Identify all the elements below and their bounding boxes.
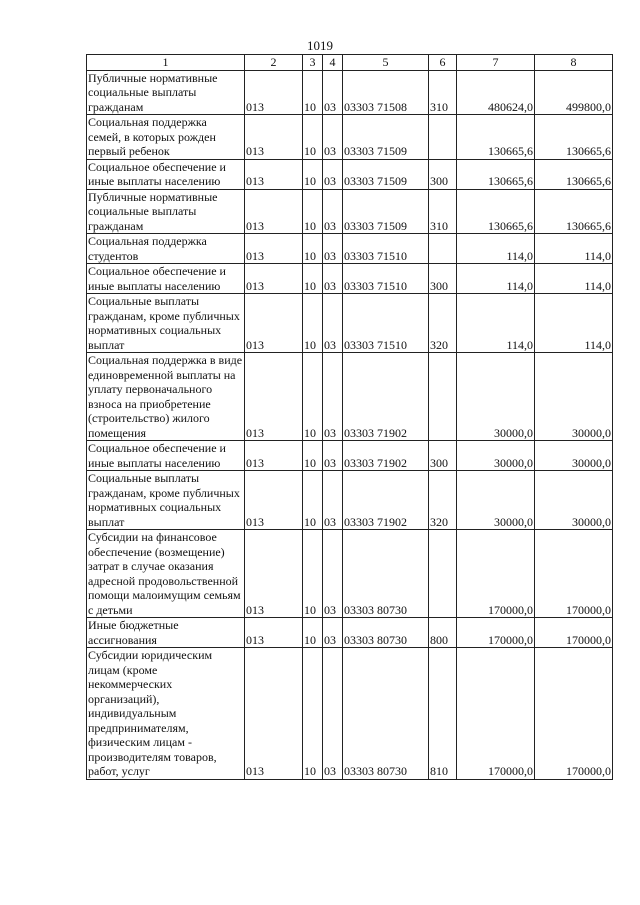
target-article-cell: 03303 80730 bbox=[343, 530, 429, 618]
section-cell: 10 bbox=[303, 294, 323, 353]
expense-type-cell: 300 bbox=[429, 159, 457, 189]
budget-table bbox=[86, 54, 613, 780]
expense-type-cell: 320 bbox=[429, 294, 457, 353]
table-row bbox=[87, 530, 613, 618]
subsection-cell: 03 bbox=[323, 530, 343, 618]
amount-year1-cell: 114,0 bbox=[457, 294, 535, 353]
amount-year2-cell: 499800,0 bbox=[535, 70, 613, 115]
expense-type-cell: 300 bbox=[429, 441, 457, 471]
table-row bbox=[87, 115, 613, 160]
amount-year1-cell: 480624,0 bbox=[457, 70, 535, 115]
target-article-cell: 03303 71902 bbox=[343, 441, 429, 471]
table-row bbox=[87, 70, 613, 115]
column-header: 3 bbox=[303, 55, 323, 71]
expense-type-cell: 320 bbox=[429, 471, 457, 530]
section-cell: 10 bbox=[303, 353, 323, 441]
section-cell: 10 bbox=[303, 234, 323, 264]
expense-type-cell bbox=[429, 115, 457, 160]
row-name-cell: Публичные нормативные социальные выплаты гражданам bbox=[87, 189, 245, 234]
amount-year2-cell: 130665,6 bbox=[535, 159, 613, 189]
amount-year2-cell: 170000,0 bbox=[535, 530, 613, 618]
amount-year2-cell: 114,0 bbox=[535, 234, 613, 264]
amount-year2-cell: 170000,0 bbox=[535, 618, 613, 648]
row-name-cell: Социальные выплаты гражданам, кроме публичных нормативных социальных выплат bbox=[87, 471, 245, 530]
subsection-cell: 03 bbox=[323, 648, 343, 780]
table-row bbox=[87, 189, 613, 234]
subsection-cell: 03 bbox=[323, 264, 343, 294]
subsection-cell: 03 bbox=[323, 441, 343, 471]
amount-year2-cell: 130665,6 bbox=[535, 189, 613, 234]
expense-type-cell bbox=[429, 353, 457, 441]
ministry-code-cell: 013 bbox=[245, 264, 303, 294]
page-number: 1019 bbox=[307, 38, 333, 53]
amount-year1-cell: 114,0 bbox=[457, 264, 535, 294]
expense-type-cell: 310 bbox=[429, 70, 457, 115]
ministry-code-cell: 013 bbox=[245, 234, 303, 264]
target-article-cell: 03303 80730 bbox=[343, 648, 429, 780]
target-article-cell: 03303 71509 bbox=[343, 189, 429, 234]
ministry-code-cell: 013 bbox=[245, 648, 303, 780]
ministry-code-cell: 013 bbox=[245, 471, 303, 530]
subsection-cell: 03 bbox=[323, 353, 343, 441]
subsection-cell: 03 bbox=[323, 159, 343, 189]
ministry-code-cell: 013 bbox=[245, 294, 303, 353]
row-name-cell: Социальное обеспечение и иные выплаты населению bbox=[87, 159, 245, 189]
table-body bbox=[87, 70, 613, 779]
target-article-cell: 03303 80730 bbox=[343, 618, 429, 648]
amount-year1-cell: 114,0 bbox=[457, 234, 535, 264]
target-article-cell: 03303 71510 bbox=[343, 234, 429, 264]
target-article-cell: 03303 71902 bbox=[343, 471, 429, 530]
column-header: 7 bbox=[457, 55, 535, 71]
ministry-code-cell: 013 bbox=[245, 159, 303, 189]
section-cell: 10 bbox=[303, 159, 323, 189]
table-row bbox=[87, 648, 613, 780]
ministry-code-cell: 013 bbox=[245, 115, 303, 160]
section-cell: 10 bbox=[303, 189, 323, 234]
target-article-cell: 03303 71510 bbox=[343, 264, 429, 294]
row-name-cell: Социальные выплаты гражданам, кроме публичных нормативных социальных выплат bbox=[87, 294, 245, 353]
row-name-cell: Социальное обеспечение и иные выплаты населению bbox=[87, 264, 245, 294]
target-article-cell: 03303 71508 bbox=[343, 70, 429, 115]
amount-year1-cell: 30000,0 bbox=[457, 441, 535, 471]
amount-year2-cell: 114,0 bbox=[535, 264, 613, 294]
amount-year2-cell: 170000,0 bbox=[535, 648, 613, 780]
column-header: 2 bbox=[245, 55, 303, 71]
amount-year1-cell: 30000,0 bbox=[457, 353, 535, 441]
section-cell: 10 bbox=[303, 471, 323, 530]
column-header: 4 bbox=[323, 55, 343, 71]
table-row bbox=[87, 441, 613, 471]
subsection-cell: 03 bbox=[323, 189, 343, 234]
amount-year1-cell: 170000,0 bbox=[457, 648, 535, 780]
target-article-cell: 03303 71509 bbox=[343, 115, 429, 160]
subsection-cell: 03 bbox=[323, 70, 343, 115]
column-header: 8 bbox=[535, 55, 613, 71]
target-article-cell: 03303 71509 bbox=[343, 159, 429, 189]
row-name-cell: Субсидии юридическим лицам (кроме некоммерческих организаций), индивидуальным предпринимателям, физическим лицам - производителям товаров, работ, услуг bbox=[87, 648, 245, 780]
target-article-cell: 03303 71902 bbox=[343, 353, 429, 441]
row-name-cell: Социальная поддержка семей, в которых рожден первый ребенок bbox=[87, 115, 245, 160]
column-header: 1 bbox=[87, 55, 245, 71]
table-row bbox=[87, 353, 613, 441]
amount-year2-cell: 30000,0 bbox=[535, 353, 613, 441]
section-cell: 10 bbox=[303, 530, 323, 618]
amount-year2-cell: 130665,6 bbox=[535, 115, 613, 160]
ministry-code-cell: 013 bbox=[245, 530, 303, 618]
subsection-cell: 03 bbox=[323, 618, 343, 648]
row-name-cell: Иные бюджетные ассигнования bbox=[87, 618, 245, 648]
expense-type-cell bbox=[429, 530, 457, 618]
column-header: 6 bbox=[429, 55, 457, 71]
table-row bbox=[87, 618, 613, 648]
amount-year2-cell: 114,0 bbox=[535, 294, 613, 353]
amount-year1-cell: 130665,6 bbox=[457, 115, 535, 160]
amount-year1-cell: 170000,0 bbox=[457, 618, 535, 648]
amount-year1-cell: 30000,0 bbox=[457, 471, 535, 530]
expense-type-cell: 300 bbox=[429, 264, 457, 294]
section-cell: 10 bbox=[303, 264, 323, 294]
subsection-cell: 03 bbox=[323, 115, 343, 160]
expense-type-cell: 800 bbox=[429, 618, 457, 648]
section-cell: 10 bbox=[303, 70, 323, 115]
table-row bbox=[87, 159, 613, 189]
row-name-cell: Социальная поддержка студентов bbox=[87, 234, 245, 264]
subsection-cell: 03 bbox=[323, 294, 343, 353]
ministry-code-cell: 013 bbox=[245, 441, 303, 471]
section-cell: 10 bbox=[303, 618, 323, 648]
table-row bbox=[87, 471, 613, 530]
amount-year1-cell: 130665,6 bbox=[457, 159, 535, 189]
header-row bbox=[87, 55, 613, 71]
ministry-code-cell: 013 bbox=[245, 618, 303, 648]
table-row bbox=[87, 294, 613, 353]
ministry-code-cell: 013 bbox=[245, 70, 303, 115]
row-name-cell: Субсидии на финансовое обеспечение (возмещение) затрат в случае оказания адресной продовольственной помощи малоимущим семьям с детьми bbox=[87, 530, 245, 618]
expense-type-cell bbox=[429, 234, 457, 264]
amount-year1-cell: 130665,6 bbox=[457, 189, 535, 234]
column-header: 5 bbox=[343, 55, 429, 71]
section-cell: 10 bbox=[303, 115, 323, 160]
row-name-cell: Социальное обеспечение и иные выплаты населению bbox=[87, 441, 245, 471]
table-row bbox=[87, 264, 613, 294]
ministry-code-cell: 013 bbox=[245, 189, 303, 234]
amount-year1-cell: 170000,0 bbox=[457, 530, 535, 618]
expense-type-cell: 810 bbox=[429, 648, 457, 780]
ministry-code-cell: 013 bbox=[245, 353, 303, 441]
row-name-cell: Социальная поддержка в виде единовременной выплаты на уплату первоначального взноса на приобретение (строительство) жилого помещения bbox=[87, 353, 245, 441]
target-article-cell: 03303 71510 bbox=[343, 294, 429, 353]
subsection-cell: 03 bbox=[323, 471, 343, 530]
subsection-cell: 03 bbox=[323, 234, 343, 264]
table-row bbox=[87, 234, 613, 264]
amount-year2-cell: 30000,0 bbox=[535, 441, 613, 471]
section-cell: 10 bbox=[303, 648, 323, 780]
expense-type-cell: 310 bbox=[429, 189, 457, 234]
row-name-cell: Публичные нормативные социальные выплаты гражданам bbox=[87, 70, 245, 115]
section-cell: 10 bbox=[303, 441, 323, 471]
amount-year2-cell: 30000,0 bbox=[535, 471, 613, 530]
